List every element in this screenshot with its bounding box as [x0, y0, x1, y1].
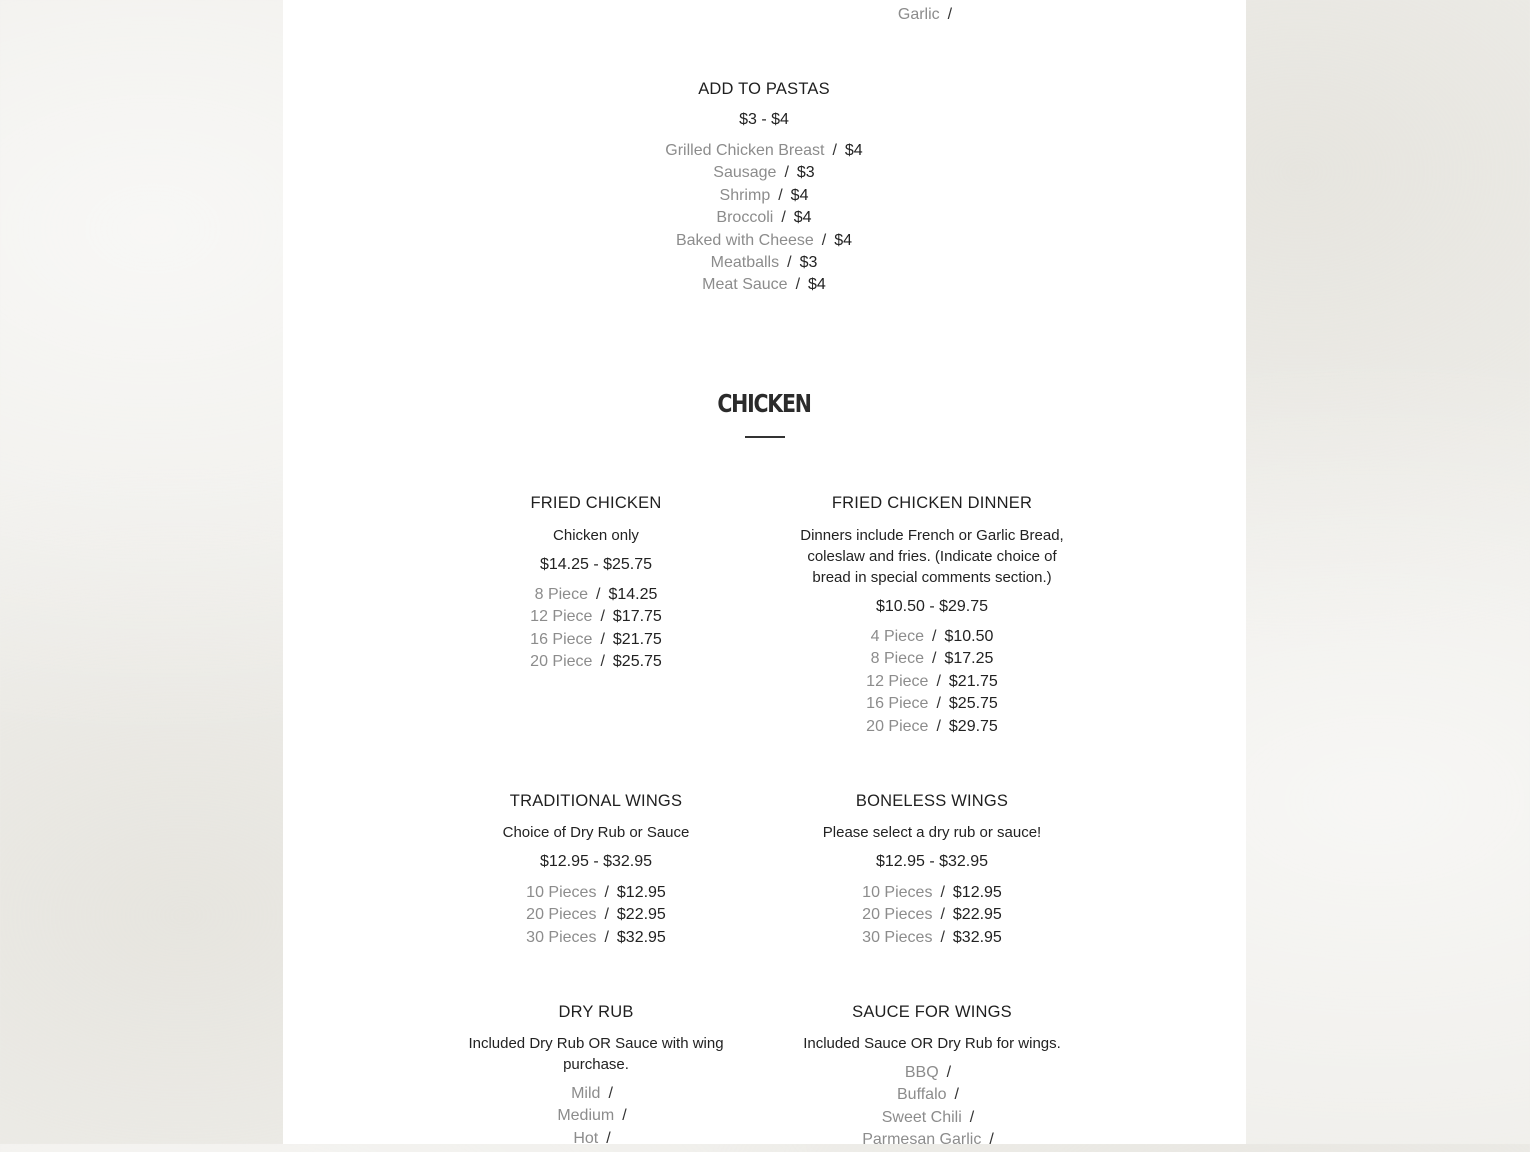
option-price: $17.25: [944, 650, 994, 668]
option-price: $17.75: [612, 608, 662, 626]
section-divider: [745, 436, 785, 438]
description-line: bread in special comments section.): [812, 569, 1052, 586]
option-separator: /: [600, 608, 605, 626]
item-price-range: $12.95 - $32.95: [539, 853, 653, 870]
item-description: [782, 525, 1082, 588]
option-separator: /: [604, 906, 609, 924]
option-price: $32.95: [616, 928, 666, 946]
option-separator: /: [781, 209, 786, 227]
description-line: purchase.: [563, 1056, 629, 1073]
option-separator: /: [604, 884, 609, 901]
options-list: [446, 882, 746, 949]
option-name: 20 Pieces: [862, 906, 933, 924]
option-name: Baked with Cheese: [675, 231, 814, 249]
item-description: Choice of Dry Rub or Sauce: [502, 824, 690, 841]
option-name: Hot: [573, 1129, 599, 1147]
options-list: [564, 140, 964, 297]
option-row[interactable]: [782, 882, 1082, 904]
item-description: Please select a dry rub or sauce!: [822, 824, 1042, 841]
description-line: Included Dry Rub OR Sauce with wing: [468, 1035, 724, 1052]
option-separator: /: [600, 653, 605, 671]
option-price: $12.95: [616, 884, 666, 901]
option-row[interactable]: [564, 207, 964, 229]
option-name: 12 Piece: [866, 672, 929, 690]
option-price: $25.75: [612, 653, 662, 671]
item-dry-rub[interactable]: [446, 1001, 746, 1150]
option-row[interactable]: [564, 140, 964, 162]
option-price: $4: [844, 142, 863, 159]
option-row[interactable]: [564, 274, 964, 296]
option-price: $10.50: [944, 628, 994, 645]
item-title: DRY RUB: [558, 1003, 634, 1021]
item-add-to-pastas[interactable]: [564, 78, 964, 297]
option-name: 4 Piece: [870, 628, 924, 645]
options-list: [446, 1083, 746, 1150]
option-price: $25.75: [948, 695, 998, 713]
item-traditional-wings[interactable]: [446, 790, 746, 949]
option-price: $22.95: [616, 906, 666, 924]
option-price: $4: [808, 276, 826, 294]
option-name: 20 Piece: [530, 653, 593, 671]
option-name: Mild: [571, 1085, 601, 1102]
menu-option-garlic[interactable]: [829, 4, 1029, 26]
item-sauce-for-wings[interactable]: [782, 1001, 1082, 1152]
option-separator: /: [931, 628, 937, 645]
option-row[interactable]: [564, 252, 964, 274]
option-price: $29.75: [948, 717, 998, 735]
option-name: BBQ: [904, 1064, 939, 1081]
option-separator: /: [989, 1131, 994, 1149]
option-name: 8 Piece: [534, 586, 588, 603]
option-separator: /: [778, 186, 783, 204]
option-row[interactable]: [446, 651, 746, 673]
option-name: 10 Pieces: [862, 884, 933, 901]
option-row[interactable]: [782, 716, 1082, 738]
option-row[interactable]: [446, 1083, 746, 1105]
option-separator: /: [954, 1086, 959, 1104]
item-description: [446, 1033, 746, 1075]
option-separator: /: [940, 928, 945, 946]
option-name: Meatballs: [710, 254, 780, 272]
options-list: [782, 882, 1082, 949]
description-line: coleslaw and fries. (Indicate choice of: [807, 548, 1057, 565]
option-separator: /: [936, 672, 941, 690]
options-list: [782, 1062, 1082, 1152]
option-row[interactable]: [782, 1107, 1082, 1129]
option-name: Sausage: [713, 164, 777, 182]
option-name: 30 Pieces: [862, 928, 933, 946]
option-row[interactable]: [446, 927, 746, 949]
item-fried-chicken-dinner[interactable]: [782, 492, 1082, 738]
option-name: Medium: [557, 1107, 615, 1125]
option-name: Grilled Chicken Breast: [665, 142, 825, 159]
option-row[interactable]: [782, 1129, 1082, 1151]
option-name: 8 Piece: [870, 650, 924, 668]
item-title: TRADITIONAL WINGS: [509, 792, 683, 810]
option-separator: /: [821, 231, 827, 249]
option-price: $3: [799, 254, 818, 272]
item-title: SAUCE FOR WINGS: [852, 1003, 1012, 1021]
option-row[interactable]: [782, 626, 1082, 648]
option-separator: /: [931, 650, 937, 668]
option-price: $21.75: [948, 672, 998, 690]
option-price: $32.95: [952, 928, 1002, 946]
option-row[interactable]: [782, 904, 1082, 926]
item-description: Included Sauce OR Dry Rub for wings.: [803, 1035, 1061, 1052]
option-name: Buffalo: [897, 1086, 947, 1104]
option-separator: /: [604, 928, 609, 946]
option-price: $21.75: [612, 630, 662, 648]
option-row[interactable]: [564, 230, 964, 252]
option-row[interactable]: [446, 629, 746, 651]
option-separator: /: [622, 1107, 627, 1125]
option-name: Garlic: [897, 6, 940, 23]
description-line: Dinners include French or Garlic Bread,: [800, 527, 1064, 544]
option-row[interactable]: [782, 927, 1082, 949]
option-row[interactable]: [782, 1084, 1082, 1106]
option-row[interactable]: [782, 693, 1082, 715]
option-name: 16 Piece: [866, 695, 929, 713]
option-separator: /: [969, 1108, 975, 1126]
option-row[interactable]: [446, 1105, 746, 1127]
option-row[interactable]: [446, 882, 746, 904]
option-row[interactable]: [782, 648, 1082, 670]
option-price: $4: [793, 209, 812, 227]
item-description: Chicken only: [553, 527, 639, 544]
option-row[interactable]: [782, 1062, 1082, 1084]
option-name: 20 Piece: [866, 717, 929, 735]
option-row[interactable]: [564, 185, 964, 207]
option-row[interactable]: [446, 1128, 746, 1150]
options-list: [782, 626, 1082, 738]
option-name: Meat Sauce: [702, 276, 788, 294]
option-price: $4: [834, 231, 853, 249]
option-row[interactable]: [564, 162, 964, 184]
option-separator: /: [595, 586, 601, 603]
option-separator: /: [606, 1129, 611, 1147]
option-separator: /: [600, 630, 605, 648]
item-title: ADD TO PASTAS: [698, 80, 830, 98]
option-separator: /: [946, 1064, 952, 1081]
item-price-range: $12.95 - $32.95: [875, 853, 989, 870]
option-name: 12 Piece: [530, 608, 593, 626]
option-price: $14.25: [608, 586, 658, 603]
option-price: $12.95: [952, 884, 1002, 901]
option-row[interactable]: [446, 904, 746, 926]
item-boneless-wings[interactable]: [782, 790, 1082, 949]
option-separator: /: [947, 6, 953, 23]
option-separator: /: [940, 884, 945, 901]
option-name: Shrimp: [719, 186, 771, 204]
option-row[interactable]: [446, 606, 746, 628]
option-name: 16 Piece: [530, 630, 593, 648]
option-name: 30 Pieces: [526, 928, 597, 946]
option-name: Sweet Chili: [881, 1108, 962, 1126]
option-separator: /: [784, 164, 789, 182]
option-row[interactable]: [446, 584, 746, 606]
section-title: CHICKEN: [717, 389, 811, 418]
option-name: 20 Pieces: [526, 906, 597, 924]
option-price: $4: [790, 186, 809, 204]
option-separator: /: [940, 906, 945, 924]
option-separator: /: [795, 276, 801, 294]
item-title: FRIED CHICKEN DINNER: [831, 494, 1033, 512]
option-separator: /: [936, 717, 941, 735]
options-list: [446, 584, 746, 674]
item-title: FRIED CHICKEN: [530, 494, 662, 512]
item-price-range: $3 - $4: [739, 111, 789, 128]
item-fried-chicken[interactable]: [446, 492, 746, 674]
option-name: 10 Pieces: [526, 884, 597, 901]
option-price: $3: [796, 164, 815, 182]
option-separator: /: [787, 254, 792, 272]
option-name: Broccoli: [716, 209, 774, 227]
option-separator: /: [936, 695, 941, 713]
item-title: BONELESS WINGS: [855, 792, 1009, 810]
option-name: Parmesan Garlic: [862, 1131, 982, 1149]
option-separator: /: [832, 142, 837, 159]
item-price-range: $14.25 - $25.75: [539, 556, 653, 573]
item-price-range: $10.50 - $29.75: [875, 598, 989, 615]
option-row[interactable]: [782, 671, 1082, 693]
option-price: $22.95: [952, 906, 1002, 924]
option-separator: /: [608, 1085, 613, 1102]
